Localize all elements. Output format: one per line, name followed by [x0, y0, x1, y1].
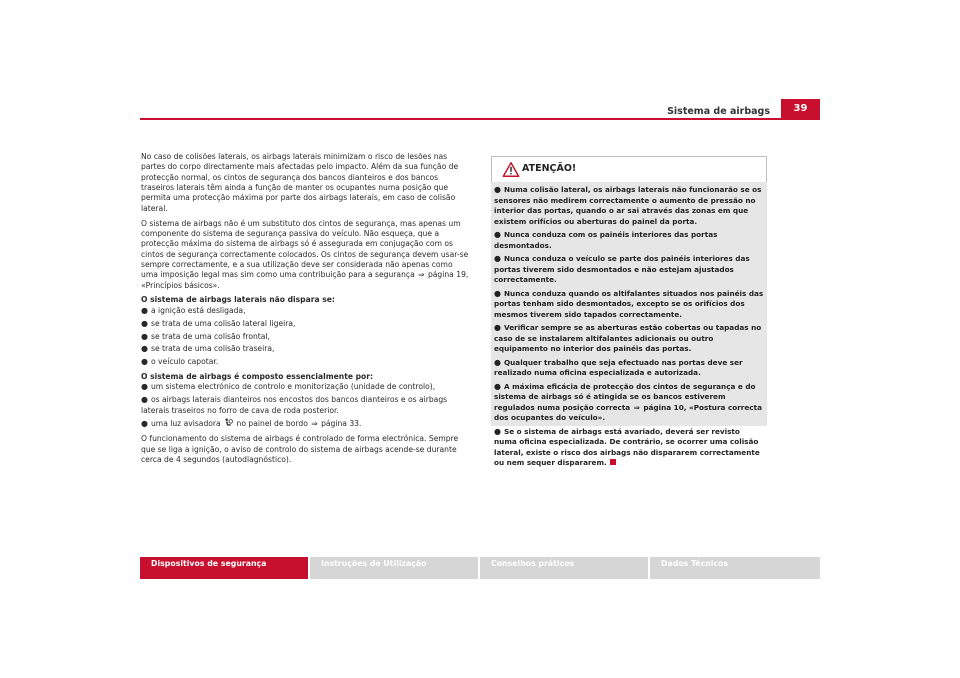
warning-body: [491, 182, 767, 469]
cross-reference-arrow: ⇒: [418, 270, 425, 280]
list-item-text: uma luz avisadora: [150, 419, 221, 429]
cross-reference-arrow: ⇒: [311, 419, 318, 429]
bullet-icon: ●: [494, 323, 501, 332]
bullet-icon: ●: [494, 230, 501, 239]
list-item: [141, 395, 471, 416]
warning-header: [491, 156, 767, 182]
list-item-text: o veículo capotar.: [150, 357, 219, 367]
warning-triangle-icon: [502, 161, 520, 178]
bullet-icon: ●: [141, 305, 148, 315]
airbag-warning-light-icon: [224, 418, 233, 427]
bullet-icon: ●: [141, 419, 148, 429]
warning-item-text: Verificar sempre se as aberturas estão cobertas ou tapadas no caso de se instalarem altifalantes adicionais ou outro equipamento no interior dos painéis das portas.: [494, 323, 762, 353]
bullet-icon: ●: [141, 395, 148, 405]
list-item: [141, 382, 471, 392]
warning-item: [494, 427, 764, 469]
warning-item-text: Qualquer trabalho que seja efectuado nas portas deve ser realizado numa oficina especializada e autorizada.: [494, 357, 743, 377]
list-item-text: no painel de bordo: [236, 419, 308, 429]
intro-paragraph: No caso de colisões laterais, os airbags laterais minimizam o risco de lesões nas partes do corpo directamente mais afectadas pelo impacto. Além da sua função de protecção normal, os cintos de segurança dos bancos dianteiros e dos bancos traseiros laterais têm ainda a função de manter os ocupantes numa posição que permita uma protecção máxima por parte dos airbags laterais, em caso de colisão lateral.: [141, 152, 459, 213]
page-reference-link[interactable]: página 10, «Postura correcta dos ocupantes do veículo».: [494, 402, 762, 422]
airbag-substitute-paragraph: [141, 219, 471, 291]
warning-item: [494, 230, 764, 251]
list-item-text: um sistema electrónico de controlo e monitorização (unidade de controlo),: [150, 382, 436, 392]
warning-item-text: Nunca conduza o veículo se parte dos painéis interiores das portas tiverem sido desmontados e não estejam ajustados correctamente.: [494, 254, 750, 284]
warning-item-text: Se o sistema de airbags está avariado, deverá ser revisto numa oficina especializada. De contrário, se ocorrer uma colisão lateral, existe o risco dos airbags não dispararem correctamente ou nem sequer dispararem.: [494, 426, 760, 467]
bullet-icon: ●: [141, 382, 148, 392]
warning-item-text: Nunca conduza com os painéis interiores das portas desmontados.: [494, 230, 718, 250]
list-heading: O sistema de airbags laterais não dispara se:: [141, 295, 335, 305]
list-item: [141, 306, 471, 316]
list-item-text: se trata de uma colisão frontal,: [150, 331, 270, 341]
bullet-icon: ●: [141, 331, 148, 341]
list-item: [141, 332, 471, 342]
components-list: [141, 382, 471, 429]
list-item-text: se trata de uma colisão lateral ligeira,: [150, 318, 296, 328]
list-item-text: os airbags laterais dianteiros nos encostos dos bancos dianteiros e os airbags laterais traseiros no forro de cava de roda posterior.: [141, 395, 448, 415]
warning-item: [494, 358, 764, 379]
electronic-control-paragraph: O funcionamento do sistema de airbags é controlado de forma electrónica. Sempre que se liga a ignição, o aviso de controlo do sistema de airbags acende-se durante cerca de 4 segundos (autodiagnóstico).: [141, 434, 459, 464]
warning-item: [494, 382, 764, 424]
page-reference-link[interactable]: página 19, «Princípios básicos».: [141, 270, 469, 290]
bullet-icon: ●: [494, 288, 501, 298]
bullet-icon: ●: [494, 185, 501, 194]
bullet-icon: ●: [494, 254, 501, 263]
cross-reference-arrow: ⇒: [633, 402, 640, 412]
main-text-column: [141, 152, 471, 470]
non-deployment-list: [141, 306, 471, 368]
list-item: [141, 357, 471, 367]
warning-item-text: Nunca conduza quando os altifalantes situados nos painéis das portas tenham sido desmontados, excepto se os orifícios dos mesmos tiverem sido tapados correctamente.: [494, 288, 764, 319]
bullet-icon: ●: [141, 344, 148, 354]
warning-box: [491, 156, 767, 467]
warning-item: [494, 254, 764, 286]
list-item: [141, 319, 471, 329]
list-item: [141, 418, 471, 429]
bullet-icon: ●: [494, 426, 501, 436]
bullet-icon: ●: [494, 357, 501, 367]
list-item: [141, 344, 471, 354]
footer-tab-dispositivos[interactable]: Dispositivos de segurança: [140, 557, 308, 579]
warning-title: ATENÇÃO!: [522, 163, 577, 174]
warning-item-text: A máxima eficácia de protecção dos cintos de segurança e do sistema de airbags só é atingida se os bancos estiverem regulados numa posição correcta: [494, 381, 756, 412]
footer-tab-instrucoes[interactable]: Instruções de Utilização: [310, 557, 478, 579]
bullet-icon: ●: [141, 357, 148, 367]
bullet-icon: ●: [494, 381, 501, 391]
page-header-title: Sistema de airbags: [667, 106, 770, 117]
footer-tab-dados[interactable]: Dados Técnicos: [650, 557, 820, 579]
header-divider: [140, 118, 820, 120]
warning-item: [494, 289, 764, 321]
warning-item: [494, 185, 764, 227]
warning-item: [494, 323, 764, 355]
list-item-text: a ignição está desligada,: [150, 305, 246, 315]
footer-tab-conselhos[interactable]: Conselhos práticos: [480, 557, 648, 579]
bullet-icon: ●: [141, 318, 148, 328]
list-heading: O sistema de airbags é composto essencialmente por:: [141, 372, 374, 382]
end-of-section-icon: [610, 459, 616, 465]
warning-item-text: Numa colisão lateral, os airbags laterais não funcionarão se os sensores não medirem correctamente o aumento de pressão no interior das portas, quando o ar sai através das zonas em que existem orifícios ou aberturas do painel da porta.: [494, 185, 762, 226]
page-reference-link[interactable]: página 33.: [321, 419, 362, 429]
paragraph-text: O sistema de airbags não é um substituto dos cintos de segurança, mas apenas um componente do sistema de segurança passiva do veículo. Não esqueça, que a protecção máxima do sistema de airbags só é assegurada em conjugação com os cintos de segurança correctamente colocados. Os cintos de segurança devem usar-se sempre correctamente, e a sua utilização deve ser considerada não apenas como uma imposição legal mas sim como uma contribuição para a segurança: [141, 218, 469, 280]
page-number: 39: [781, 99, 820, 118]
list-item-text: se trata de uma colisão traseira,: [150, 344, 275, 354]
